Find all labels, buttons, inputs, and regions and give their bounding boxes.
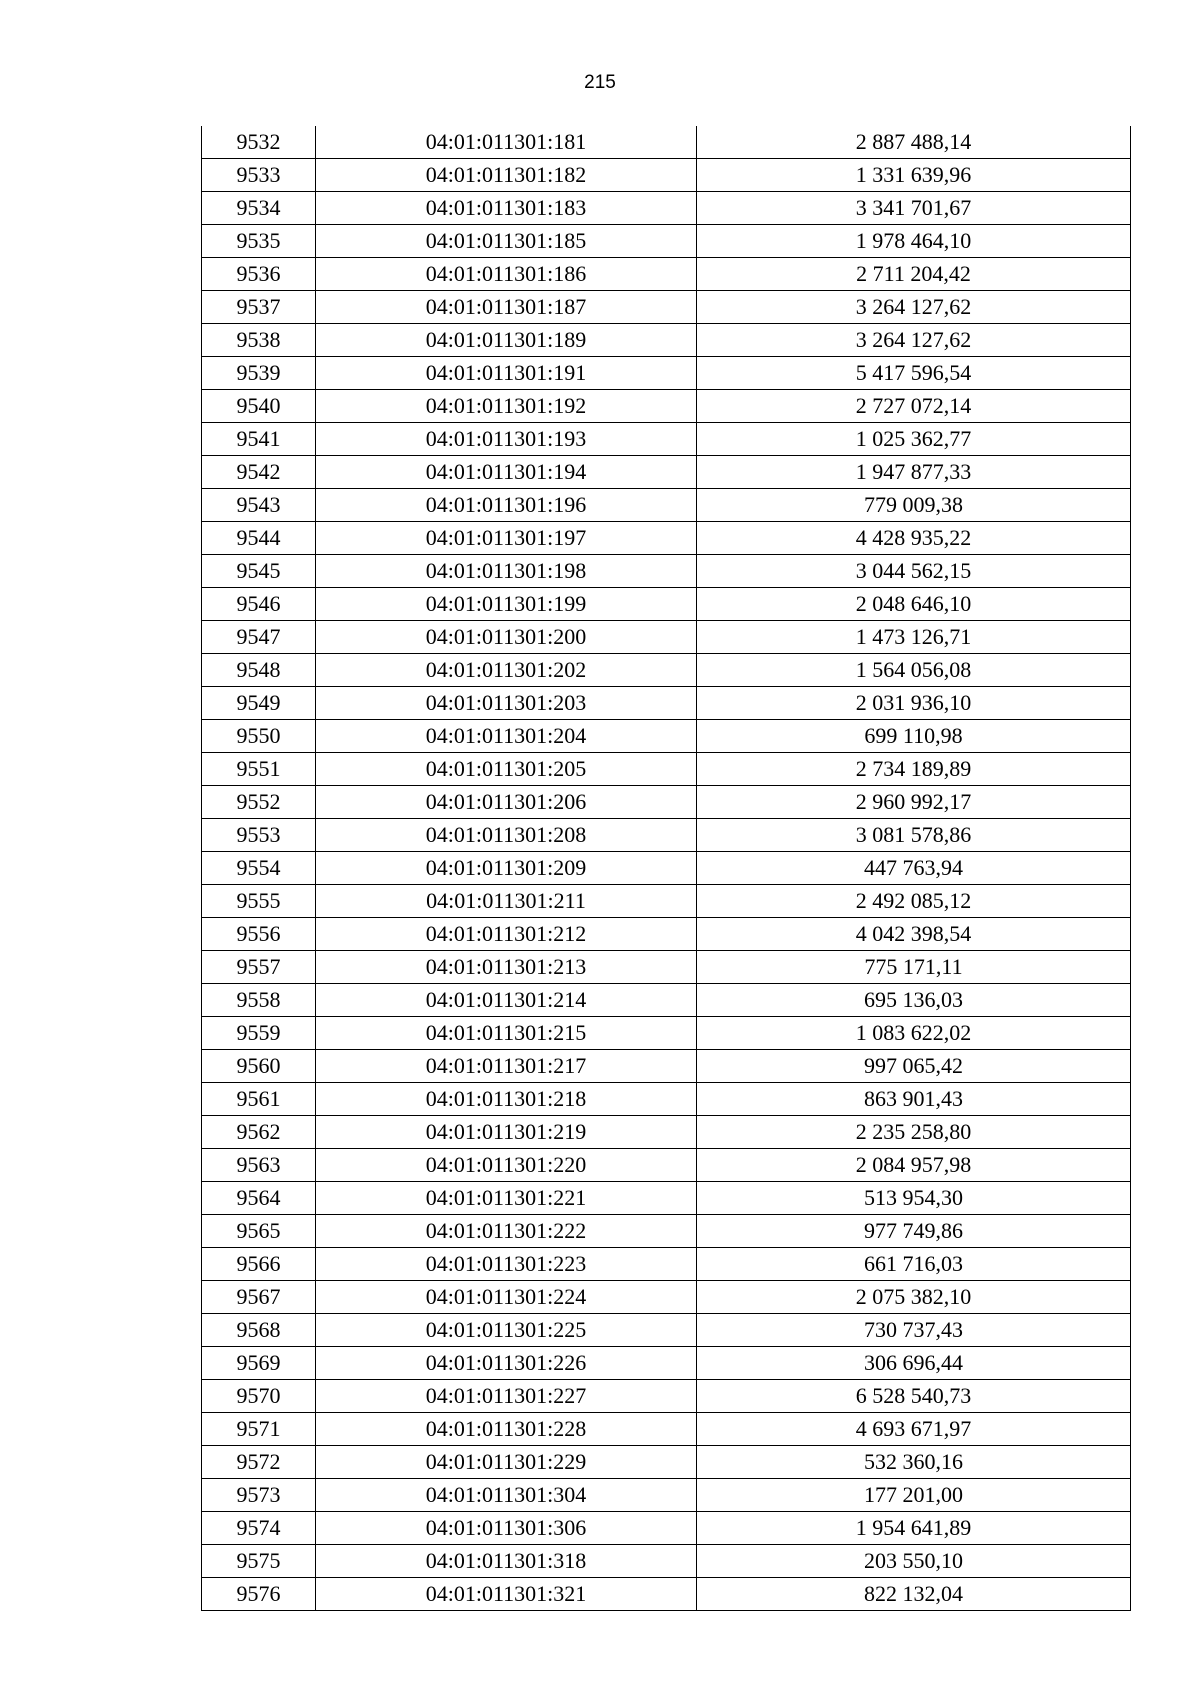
cadastral-number-cell: 04:01:011301:225 (316, 1314, 697, 1347)
row-number-cell: 9569 (202, 1347, 316, 1380)
row-number-cell: 9568 (202, 1314, 316, 1347)
row-number-cell: 9576 (202, 1578, 316, 1611)
table-row (202, 1314, 1131, 1347)
value-cell: 532 360,16 (697, 1446, 1131, 1479)
cadastral-number-cell: 04:01:011301:218 (316, 1083, 697, 1116)
table-row (202, 621, 1131, 654)
table-row (202, 1512, 1131, 1545)
cadastral-number-cell: 04:01:011301:182 (316, 159, 697, 192)
row-number-cell: 9571 (202, 1413, 316, 1446)
value-cell: 997 065,42 (697, 1050, 1131, 1083)
value-cell: 4 693 671,97 (697, 1413, 1131, 1446)
value-cell: 447 763,94 (697, 852, 1131, 885)
row-number-cell: 9575 (202, 1545, 316, 1578)
table-row (202, 984, 1131, 1017)
row-number-cell: 9556 (202, 918, 316, 951)
table-body (202, 126, 1131, 1611)
row-number-cell: 9541 (202, 423, 316, 456)
row-number-cell: 9549 (202, 687, 316, 720)
row-number-cell: 9550 (202, 720, 316, 753)
table-row (202, 489, 1131, 522)
value-cell: 695 136,03 (697, 984, 1131, 1017)
cadastral-number-cell: 04:01:011301:219 (316, 1116, 697, 1149)
cadastral-number-cell: 04:01:011301:187 (316, 291, 697, 324)
row-number-cell: 9540 (202, 390, 316, 423)
cadastral-number-cell: 04:01:011301:181 (316, 126, 697, 159)
row-number-cell: 9564 (202, 1182, 316, 1215)
table-row (202, 555, 1131, 588)
table-row (202, 291, 1131, 324)
cadastral-number-cell: 04:01:011301:212 (316, 918, 697, 951)
cadastral-number-cell: 04:01:011301:217 (316, 1050, 697, 1083)
row-number-cell: 9573 (202, 1479, 316, 1512)
cadastral-number-cell: 04:01:011301:189 (316, 324, 697, 357)
table-row (202, 687, 1131, 720)
row-number-cell: 9547 (202, 621, 316, 654)
value-cell: 1 473 126,71 (697, 621, 1131, 654)
value-cell: 661 716,03 (697, 1248, 1131, 1281)
row-number-cell: 9545 (202, 555, 316, 588)
value-cell: 730 737,43 (697, 1314, 1131, 1347)
value-cell: 1 564 056,08 (697, 654, 1131, 687)
cadastral-number-cell: 04:01:011301:226 (316, 1347, 697, 1380)
row-number-cell: 9560 (202, 1050, 316, 1083)
page-number: 215 (584, 72, 616, 93)
cadastral-number-cell: 04:01:011301:198 (316, 555, 697, 588)
table-row (202, 423, 1131, 456)
cadastral-number-cell: 04:01:011301:202 (316, 654, 697, 687)
cadastral-number-cell: 04:01:011301:191 (316, 357, 697, 390)
table-row (202, 1182, 1131, 1215)
value-cell: 2 075 382,10 (697, 1281, 1131, 1314)
row-number-cell: 9552 (202, 786, 316, 819)
row-number-cell: 9557 (202, 951, 316, 984)
row-number-cell: 9548 (202, 654, 316, 687)
row-number-cell: 9562 (202, 1116, 316, 1149)
cadastral-number-cell: 04:01:011301:200 (316, 621, 697, 654)
table-row (202, 456, 1131, 489)
value-cell: 775 171,11 (697, 951, 1131, 984)
value-cell: 4 042 398,54 (697, 918, 1131, 951)
value-cell: 3 081 578,86 (697, 819, 1131, 852)
value-cell: 977 749,86 (697, 1215, 1131, 1248)
table-row (202, 1479, 1131, 1512)
row-number-cell: 9555 (202, 885, 316, 918)
cadastral-number-cell: 04:01:011301:186 (316, 258, 697, 291)
cadastral-number-cell: 04:01:011301:306 (316, 1512, 697, 1545)
row-number-cell: 9566 (202, 1248, 316, 1281)
value-cell: 1 947 877,33 (697, 456, 1131, 489)
row-number-cell: 9534 (202, 192, 316, 225)
cadastral-number-cell: 04:01:011301:204 (316, 720, 697, 753)
cadastral-number-cell: 04:01:011301:194 (316, 456, 697, 489)
row-number-cell: 9537 (202, 291, 316, 324)
table-row (202, 258, 1131, 291)
table-row (202, 1149, 1131, 1182)
cadastral-number-cell: 04:01:011301:228 (316, 1413, 697, 1446)
row-number-cell: 9561 (202, 1083, 316, 1116)
table-row (202, 1017, 1131, 1050)
value-cell: 2 711 204,42 (697, 258, 1131, 291)
row-number-cell: 9536 (202, 258, 316, 291)
value-cell: 2 048 646,10 (697, 588, 1131, 621)
row-number-cell: 9574 (202, 1512, 316, 1545)
value-cell: 1 331 639,96 (697, 159, 1131, 192)
cadastral-number-cell: 04:01:011301:206 (316, 786, 697, 819)
table-row (202, 1116, 1131, 1149)
row-number-cell: 9554 (202, 852, 316, 885)
table-row (202, 885, 1131, 918)
cadastral-number-cell: 04:01:011301:304 (316, 1479, 697, 1512)
table-row (202, 1281, 1131, 1314)
value-cell: 203 550,10 (697, 1545, 1131, 1578)
row-number-cell: 9559 (202, 1017, 316, 1050)
row-number-cell: 9543 (202, 489, 316, 522)
cadastral-number-cell: 04:01:011301:321 (316, 1578, 697, 1611)
table-row (202, 654, 1131, 687)
row-number-cell: 9551 (202, 753, 316, 786)
data-table (201, 126, 1131, 1611)
cadastral-number-cell: 04:01:011301:208 (316, 819, 697, 852)
cadastral-number-cell: 04:01:011301:197 (316, 522, 697, 555)
value-cell: 2 734 189,89 (697, 753, 1131, 786)
value-cell: 2 031 936,10 (697, 687, 1131, 720)
value-cell: 779 009,38 (697, 489, 1131, 522)
cadastral-number-cell: 04:01:011301:185 (316, 225, 697, 258)
table-row (202, 225, 1131, 258)
row-number-cell: 9533 (202, 159, 316, 192)
row-number-cell: 9542 (202, 456, 316, 489)
value-cell: 2 727 072,14 (697, 390, 1131, 423)
cadastral-number-cell: 04:01:011301:192 (316, 390, 697, 423)
value-cell: 822 132,04 (697, 1578, 1131, 1611)
cadastral-number-cell: 04:01:011301:203 (316, 687, 697, 720)
row-number-cell: 9567 (202, 1281, 316, 1314)
table-row (202, 753, 1131, 786)
table-row (202, 159, 1131, 192)
cadastral-number-cell: 04:01:011301:220 (316, 1149, 697, 1182)
table-row (202, 324, 1131, 357)
value-cell: 1 083 622,02 (697, 1017, 1131, 1050)
value-cell: 3 264 127,62 (697, 324, 1131, 357)
table-row (202, 1446, 1131, 1479)
cadastral-number-cell: 04:01:011301:199 (316, 588, 697, 621)
value-cell: 4 428 935,22 (697, 522, 1131, 555)
table-row (202, 1248, 1131, 1281)
value-cell: 306 696,44 (697, 1347, 1131, 1380)
row-number-cell: 9572 (202, 1446, 316, 1479)
value-cell: 863 901,43 (697, 1083, 1131, 1116)
table-row (202, 852, 1131, 885)
cadastral-number-cell: 04:01:011301:183 (316, 192, 697, 225)
row-number-cell: 9570 (202, 1380, 316, 1413)
value-cell: 2 084 957,98 (697, 1149, 1131, 1182)
row-number-cell: 9565 (202, 1215, 316, 1248)
cadastral-number-cell: 04:01:011301:196 (316, 489, 697, 522)
table-row (202, 192, 1131, 225)
cadastral-number-cell: 04:01:011301:224 (316, 1281, 697, 1314)
value-cell: 3 264 127,62 (697, 291, 1131, 324)
row-number-cell: 9535 (202, 225, 316, 258)
cadastral-number-cell: 04:01:011301:213 (316, 951, 697, 984)
value-cell: 1 025 362,77 (697, 423, 1131, 456)
cadastral-number-cell: 04:01:011301:211 (316, 885, 697, 918)
table-row (202, 1215, 1131, 1248)
table-row (202, 1050, 1131, 1083)
table-row (202, 1545, 1131, 1578)
cadastral-number-cell: 04:01:011301:223 (316, 1248, 697, 1281)
cadastral-number-cell: 04:01:011301:227 (316, 1380, 697, 1413)
table-row (202, 390, 1131, 423)
value-cell: 5 417 596,54 (697, 357, 1131, 390)
value-cell: 513 954,30 (697, 1182, 1131, 1215)
table-row (202, 1347, 1131, 1380)
row-number-cell: 9553 (202, 819, 316, 852)
row-number-cell: 9563 (202, 1149, 316, 1182)
cadastral-number-cell: 04:01:011301:229 (316, 1446, 697, 1479)
cadastral-number-cell: 04:01:011301:221 (316, 1182, 697, 1215)
row-number-cell: 9532 (202, 126, 316, 159)
value-cell: 2 887 488,14 (697, 126, 1131, 159)
value-cell: 699 110,98 (697, 720, 1131, 753)
cadastral-number-cell: 04:01:011301:193 (316, 423, 697, 456)
value-cell: 6 528 540,73 (697, 1380, 1131, 1413)
table-row (202, 588, 1131, 621)
value-cell: 1 954 641,89 (697, 1512, 1131, 1545)
table-row (202, 720, 1131, 753)
table-row (202, 819, 1131, 852)
row-number-cell: 9558 (202, 984, 316, 1017)
table-row (202, 1578, 1131, 1611)
row-number-cell: 9546 (202, 588, 316, 621)
value-cell: 3 341 701,67 (697, 192, 1131, 225)
row-number-cell: 9538 (202, 324, 316, 357)
row-number-cell: 9544 (202, 522, 316, 555)
table-row (202, 786, 1131, 819)
value-cell: 177 201,00 (697, 1479, 1131, 1512)
table-row (202, 126, 1131, 159)
value-cell: 2 235 258,80 (697, 1116, 1131, 1149)
table-row (202, 1083, 1131, 1116)
table-row (202, 1380, 1131, 1413)
value-cell: 3 044 562,15 (697, 555, 1131, 588)
cadastral-number-cell: 04:01:011301:318 (316, 1545, 697, 1578)
table-row (202, 918, 1131, 951)
table-row (202, 951, 1131, 984)
table-row (202, 522, 1131, 555)
cadastral-number-cell: 04:01:011301:205 (316, 753, 697, 786)
value-cell: 1 978 464,10 (697, 225, 1131, 258)
cadastral-number-cell: 04:01:011301:214 (316, 984, 697, 1017)
row-number-cell: 9539 (202, 357, 316, 390)
table-row (202, 357, 1131, 390)
table-row (202, 1413, 1131, 1446)
value-cell: 2 960 992,17 (697, 786, 1131, 819)
value-cell: 2 492 085,12 (697, 885, 1131, 918)
cadastral-number-cell: 04:01:011301:209 (316, 852, 697, 885)
cadastral-number-cell: 04:01:011301:222 (316, 1215, 697, 1248)
cadastral-number-cell: 04:01:011301:215 (316, 1017, 697, 1050)
